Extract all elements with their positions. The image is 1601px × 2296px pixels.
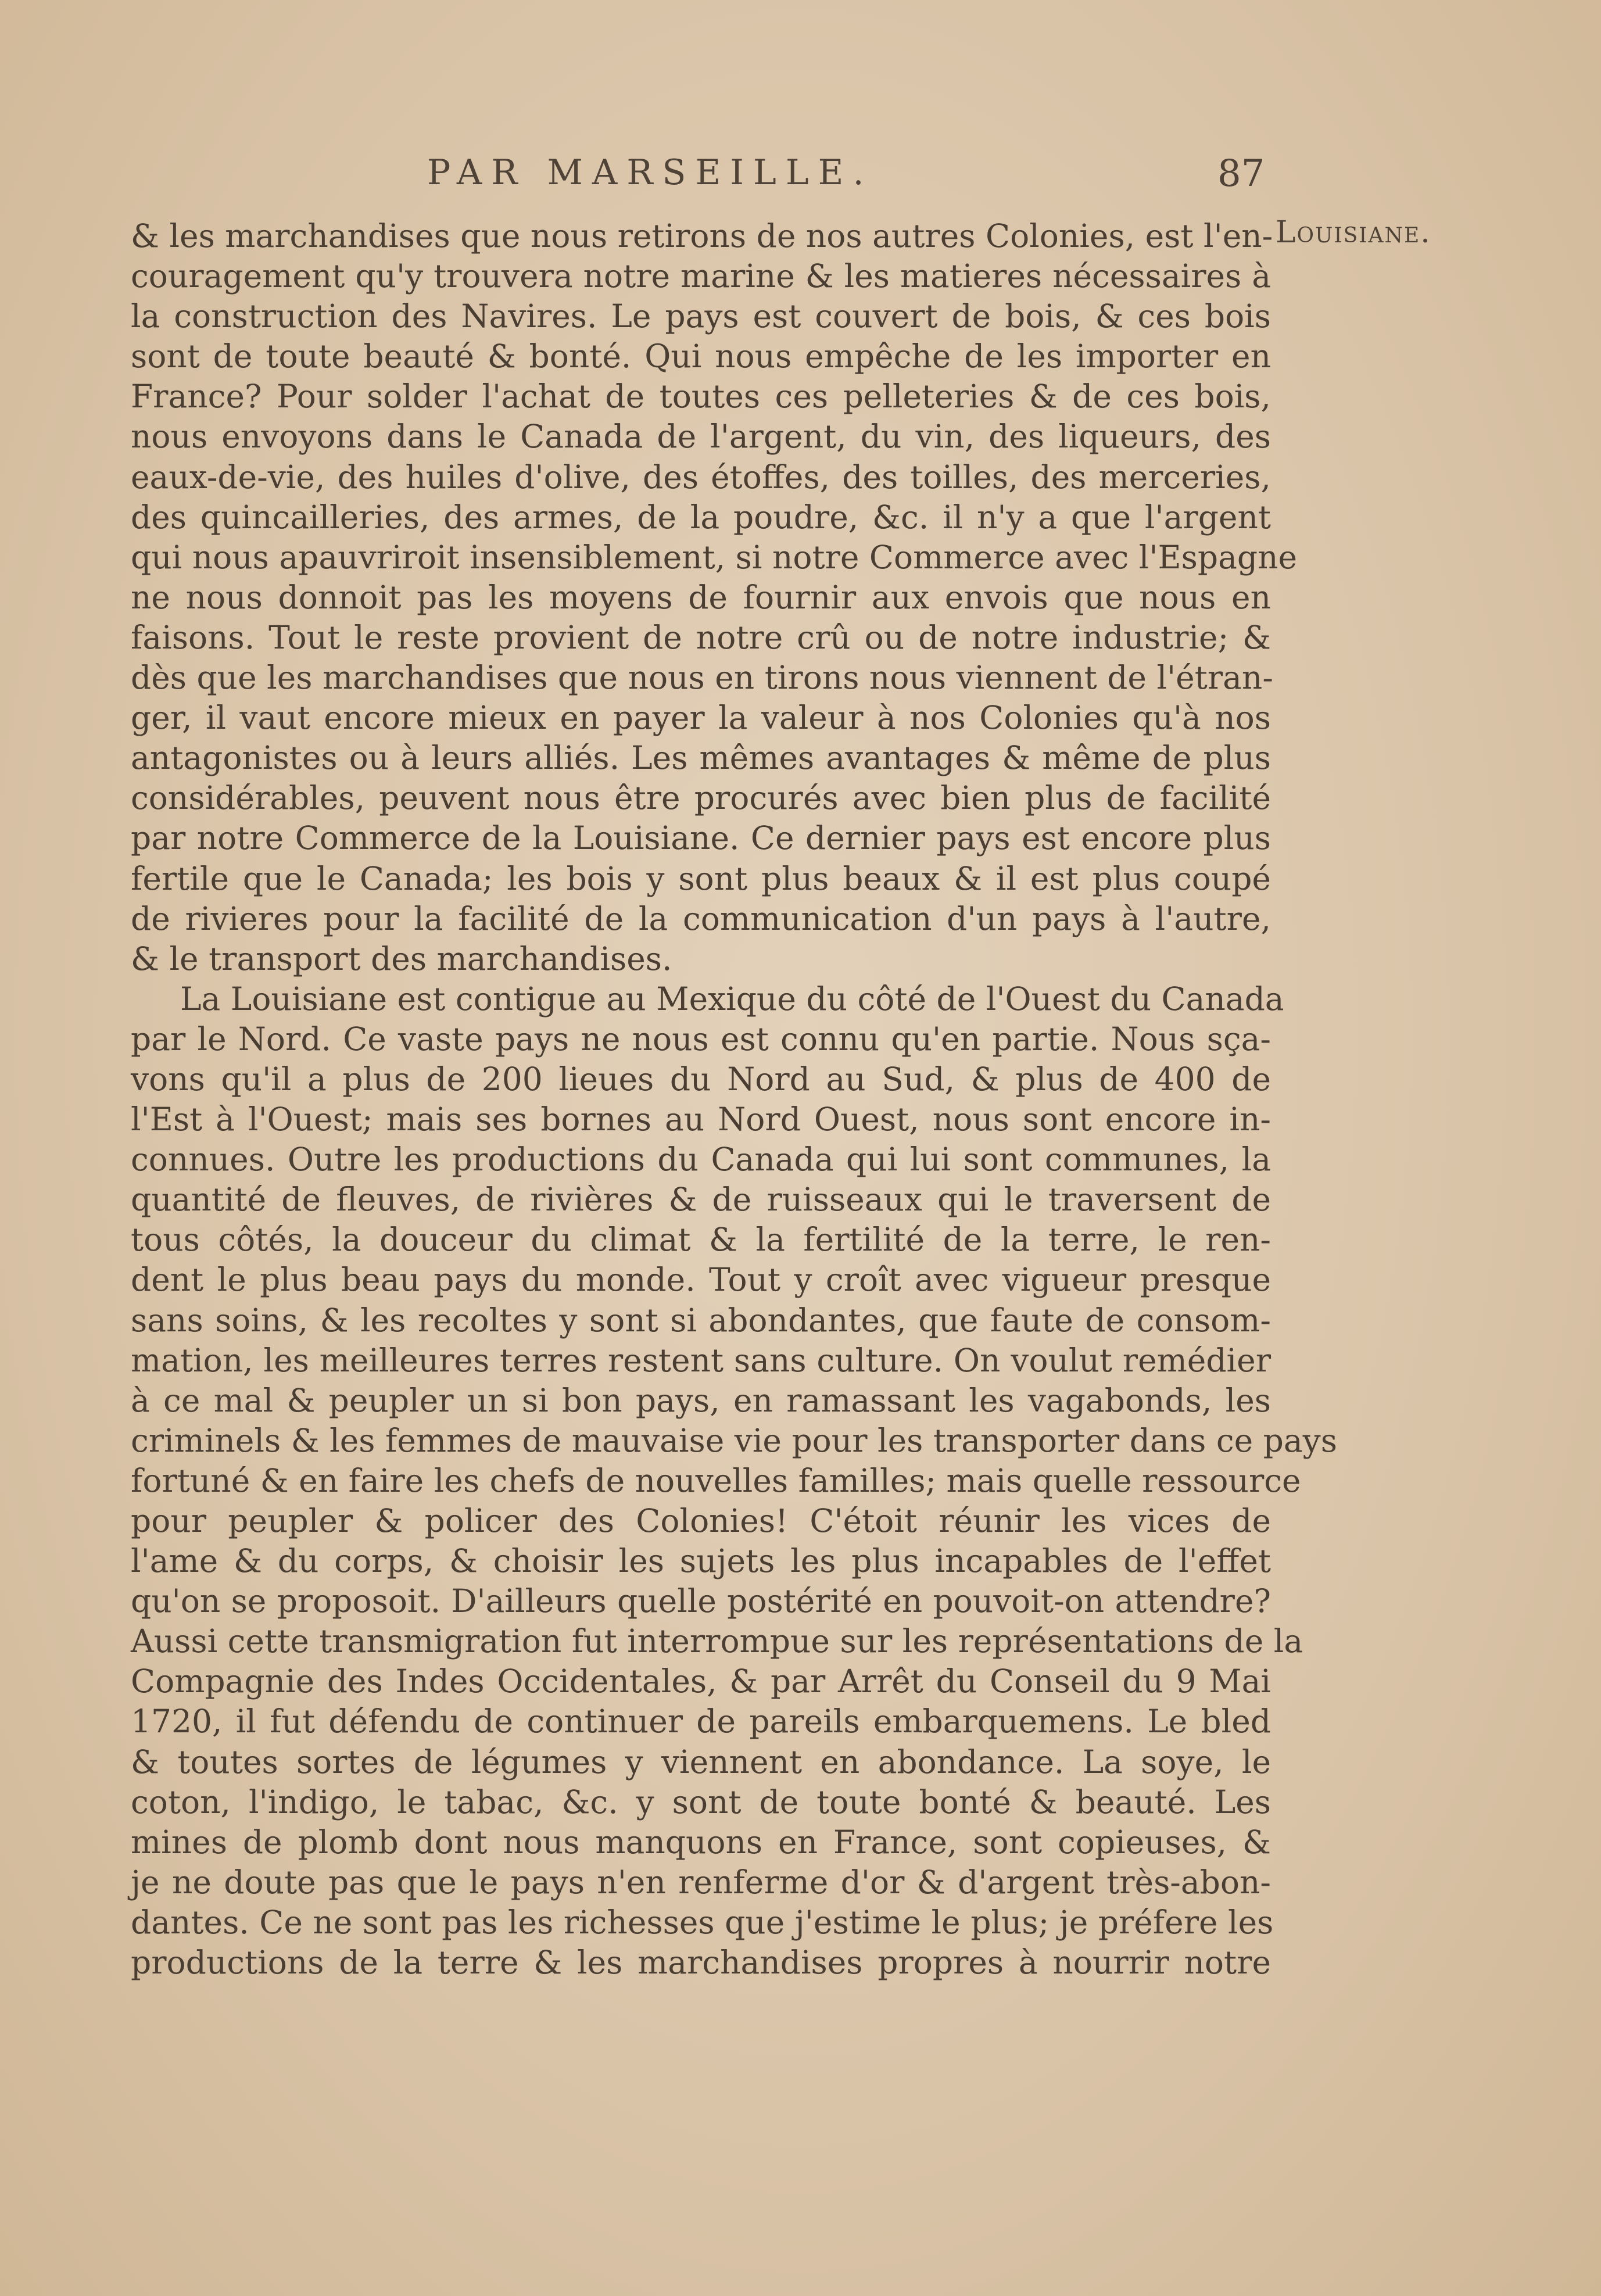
text-line: ger, il vaut encore mieux en payer la valeur à nos Colonies qu'à nos: [131, 699, 1271, 737]
text-line: par notre Commerce de la Louisiane. Ce dernier pays est encore plus: [131, 819, 1271, 857]
text-line: des quincailleries, des armes, de la poudre, &c. il n'y a que l'argent: [131, 498, 1271, 536]
text-line: mation, les meilleures terres restent sans culture. On voulut remédier: [131, 1341, 1271, 1379]
text-line: productions de la terre & les marchandises propres à nourrir notre: [131, 1944, 1271, 1982]
page-header: [0, 152, 1601, 199]
text-line: sans soins, & les recoltes y sont si abondantes, que faute de consom-: [131, 1301, 1271, 1339]
margin-note: Louisiane.: [1276, 215, 1431, 250]
text-line: faisons. Tout le reste provient de notre crû ou de notre industrie; &: [131, 618, 1271, 656]
text-line: La Louisiane est contigue au Mexique du côté de l'Ouest du Canada: [180, 980, 1284, 1018]
text-line: Aussi cette transmigration fut interrompue sur les représentations de la: [131, 1622, 1303, 1660]
page-number: 87: [1217, 152, 1265, 195]
text-line: connues. Outre les productions du Canada qui lui sont communes, la: [131, 1141, 1271, 1179]
text-line: & le transport des marchandises.: [131, 940, 672, 977]
text-line: & toutes sortes de légumes y viennent en abondance. La soye, le: [131, 1743, 1271, 1781]
text-line: ne nous donnoit pas les moyens de fournir aux envois que nous en: [131, 578, 1271, 616]
text-line: qu'on se proposoit. D'ailleurs quelle postérité en pouvoit-on attendre?: [131, 1582, 1271, 1620]
text-line: pour peupler & policer des Colonies! C'étoit réunir les vices de: [131, 1502, 1271, 1539]
text-line: vons qu'il a plus de 200 lieues du Nord au Sud, & plus de 400 de: [131, 1060, 1271, 1098]
text-line: de rivieres pour la facilité de la communication d'un pays à l'autre,: [131, 900, 1271, 937]
text-line: mines de plomb dont nous manquons en France, sont copieuses, &: [131, 1823, 1271, 1861]
running-head: PAR MARSEILLE.: [427, 152, 873, 193]
text-line: dent le plus beau pays du monde. Tout y croît avec vigueur presque: [131, 1261, 1271, 1299]
text-line: par le Nord. Ce vaste pays ne nous est connu qu'en partie. Nous sça-: [131, 1020, 1271, 1058]
text-line: antagonistes ou à leurs alliés. Les mêmes avantages & même de plus: [131, 739, 1271, 777]
text-line: couragement qu'y trouvera notre marine & les matieres nécessaires à: [131, 257, 1271, 295]
text-line: quantité de fleuves, de rivières & de ruisseaux qui le traversent de: [131, 1181, 1271, 1219]
text-line: je ne doute pas que le pays n'en renferme d'or & d'argent très-abon-: [131, 1863, 1271, 1901]
text-line: qui nous apauvriroit insensiblement, si notre Commerce avec l'Espagne: [131, 538, 1298, 576]
text-line: nous envoyons dans le Canada de l'argent, du vin, des liqueurs, des: [131, 418, 1271, 456]
text-line: dès que les marchandises que nous en tirons nous viennent de l'étran-: [131, 659, 1273, 697]
text-line: considérables, peuvent nous être procurés avec bien plus de facilité: [131, 779, 1271, 817]
text-line: l'Est à l'Ouest; mais ses bornes au Nord Ouest, nous sont encore in-: [131, 1101, 1271, 1138]
text-line: 1720, il fut défendu de continuer de pareils embarquemens. Le bled: [131, 1703, 1271, 1740]
text-line: la construction des Navires. Le pays est couvert de bois, & ces bois: [131, 298, 1271, 335]
text-line: eaux-de-vie, des huiles d'olive, des étoffes, des toilles, des merceries,: [131, 458, 1271, 496]
text-body: [131, 216, 1337, 1983]
text-line: France? Pour solder l'achat de toutes ces pelleteries & de ces bois,: [131, 378, 1271, 415]
text-line: fertile que le Canada; les bois y sont plus beaux & il est plus coupé: [131, 859, 1271, 897]
text-line: coton, l'indigo, le tabac, &c. y sont de toute bonté & beauté. Les: [131, 1783, 1271, 1821]
text-line: Compagnie des Indes Occidentales, & par Arrêt du Conseil du 9 Mai: [131, 1663, 1271, 1700]
text-line: fortuné & en faire les chefs de nouvelles familles; mais quelle ressource: [131, 1462, 1301, 1499]
text-line: à ce mal & peupler un si bon pays, en ramassant les vagabonds, les: [131, 1381, 1271, 1419]
text-line: tous côtés, la douceur du climat & la fertilité de la terre, le ren-: [131, 1221, 1271, 1259]
text-line: & les marchandises que nous retirons de nos autres Colonies, est l'en-: [131, 217, 1273, 255]
text-line: l'ame & du corps, & choisir les sujets les plus incapables de l'effet: [131, 1542, 1271, 1580]
text-line: criminels & les femmes de mauvaise vie pour les transporter dans ce pays: [131, 1421, 1337, 1459]
text-line: dantes. Ce ne sont pas les richesses que j'estime le plus; je préfere les: [131, 1903, 1274, 1941]
text-line: sont de toute beauté & bonté. Qui nous empêche de les importer en: [131, 338, 1271, 375]
